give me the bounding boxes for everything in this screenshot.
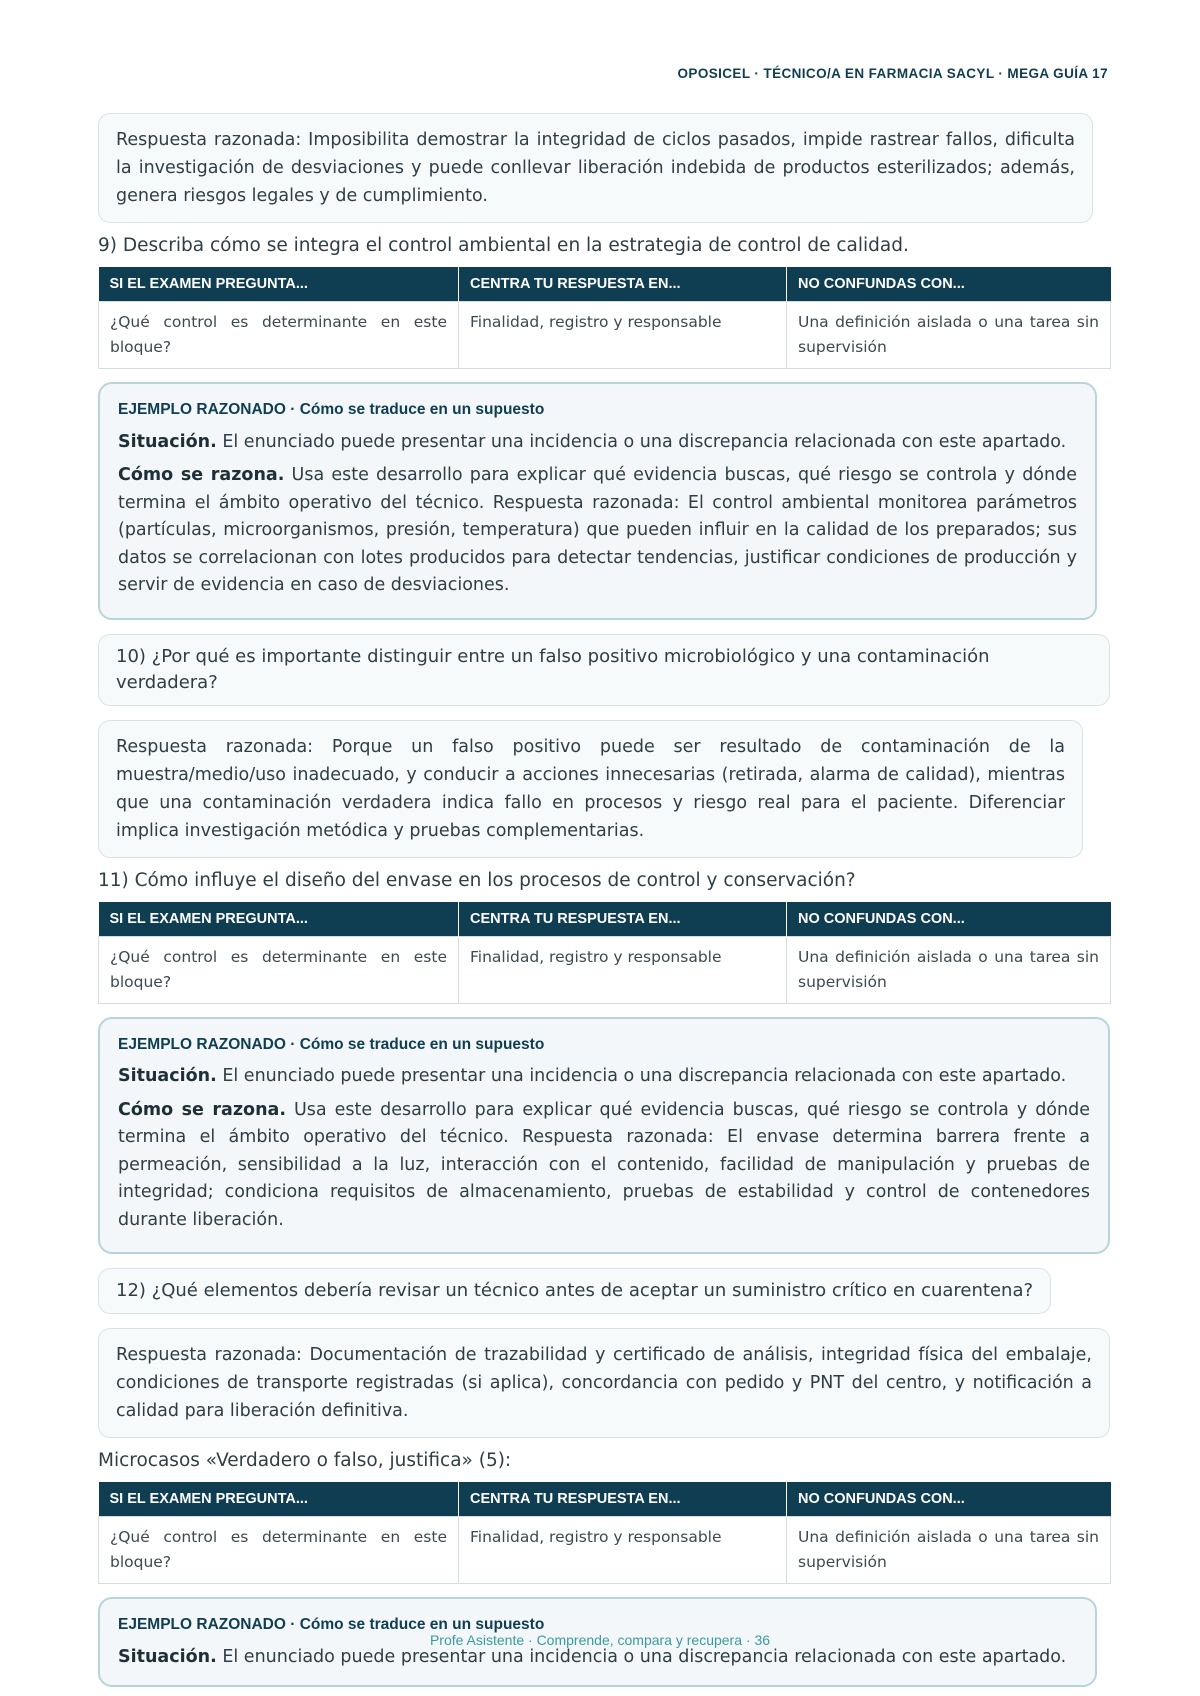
table-cell-centra: Finalidad, registro y responsable (459, 936, 787, 1003)
table-header-pregunta: SI EL EXAMEN PREGUNTA... (99, 267, 459, 302)
situacion-label: Situación. (118, 1646, 217, 1667)
razona-label: Cómo se razona. (118, 1099, 286, 1120)
example-box-11 (98, 1017, 1110, 1255)
exam-guide-table-microcasos (98, 1482, 1111, 1584)
exam-guide-table-9 (98, 267, 1111, 369)
razona-label: Cómo se razona. (118, 465, 285, 485)
example-heading: EJEMPLO RAZONADO · Cómo se traduce en un supuesto (118, 1035, 545, 1053)
razona-intro: Usa este desarrollo para explicar qué evidencia buscas, qué riesgo se controla y dónde termina el ámbito operativo del técnico. (118, 1099, 1090, 1147)
answer-box-8: Respuesta razonada: Imposibilita demostrar la integridad de ciclos pasados, impide rastrear fallos, dificulta la investigación de desviaciones y puede conllevar liberación indebida de productos esterilizados; además, genera riesgos legales y de cumplimiento. (98, 113, 1093, 223)
question-10-box: 10) ¿Por qué es importante distinguir entre un falso positivo microbiológico y una contaminación verdadera? (98, 634, 1110, 706)
table-header-pregunta: SI EL EXAMEN PREGUNTA... (99, 902, 459, 937)
table-cell-confundas: Una definición aislada o una tarea sin supervisión (787, 302, 1111, 369)
question-11-title: 11) Cómo influye el diseño del envase en los procesos de control y conservación? (98, 869, 856, 891)
razona-answer: Respuesta razonada: El control ambiental monitorea parámetros (partículas, microorganismos, presión, temperatura) que pueden influir en la calidad de los preparados; sus datos se correlacionan con lotes producidos para detectar tendencias, justificar condiciones de producción y servir de evidencia en caso de desviaciones. (118, 492, 1077, 595)
table-header-pregunta: SI EL EXAMEN PREGUNTA... (99, 1482, 459, 1517)
table-cell-pregunta: ¿Qué control es determinante en este bloque? (99, 1517, 459, 1584)
answer-box-10: Respuesta razonada: Porque un falso positivo puede ser resultado de contaminación de la muestra/medio/uso inadecuado, y conducir a acciones innecesarias (retirada, alarma de calidad), mientras que una contaminación verdadera indica fallo en procesos y riesgo real para el paciente. Diferenciar implica investigación metódica y pruebas complementarias. (98, 720, 1083, 858)
example-situacion (118, 429, 1077, 457)
example-heading: EJEMPLO RAZONADO · Cómo se traduce en un supuesto (118, 401, 545, 418)
table-header-centra: CENTRA TU RESPUESTA EN... (459, 1482, 787, 1517)
exam-guide-table-11 (98, 902, 1111, 1004)
situacion-label: Situación. (118, 431, 217, 452)
situacion-text: El enunciado puede presentar una incidencia o una discrepancia relacionada con este apartado. (222, 1066, 1067, 1086)
situacion-text: El enunciado puede presentar una incidencia o una discrepancia relacionada con este apartado. (222, 431, 1067, 452)
table-row (99, 1517, 1111, 1584)
example-box-9 (98, 382, 1097, 620)
example-razona (118, 1097, 1090, 1235)
table-header-centra: CENTRA TU RESPUESTA EN... (459, 902, 787, 937)
table-header-centra: CENTRA TU RESPUESTA EN... (459, 267, 787, 302)
situacion-label: Situación. (118, 1066, 217, 1086)
table-cell-pregunta: ¿Qué control es determinante en este bloque? (99, 302, 459, 369)
razona-answer: Respuesta razonada: El envase determina barrera frente a permeación, sensibilidad a la luz, interacción con el contenido, facilidad de manipulación y pruebas de integridad; condiciona requisitos de almacenamiento, pruebas de estabilidad y control de contenedores durante liberación. (118, 1127, 1090, 1230)
situacion-text: El enunciado puede presentar una incidencia o una discrepancia relacionada con este apartado. (222, 1646, 1067, 1667)
example-heading: EJEMPLO RAZONADO · Cómo se traduce en un supuesto (118, 1616, 545, 1633)
table-cell-centra: Finalidad, registro y responsable (459, 1517, 787, 1584)
question-12-box: 12) ¿Qué elementos debería revisar un técnico antes de aceptar un suministro crítico en cuarentena? (98, 1268, 1051, 1314)
page-content (98, 113, 1110, 1687)
example-situacion (118, 1063, 1090, 1091)
table-cell-centra: Finalidad, registro y responsable (459, 302, 787, 369)
page-header: OPOSICEL · TÉCNICO/A EN FARMACIA SACYL · MEGA GUÍA 17 (677, 66, 1108, 81)
table-header-confundas: NO CONFUNDAS CON... (787, 1482, 1111, 1517)
table-row (99, 936, 1111, 1003)
microcasos-title: Microcasos «Verdadero o falso, justifica» (5): (98, 1450, 512, 1471)
example-razona (118, 462, 1077, 600)
question-9-title: 9) Describa cómo se integra el control ambiental en la estrategia de control de calidad. (98, 235, 909, 256)
page-footer: Profe Asistente · Comprende, compara y recupera · 36 (429, 1632, 771, 1648)
table-header-confundas: NO CONFUNDAS CON... (787, 267, 1111, 302)
table-cell-confundas: Una definición aislada o una tarea sin supervisión (787, 936, 1111, 1003)
table-cell-confundas: Una definición aislada o una tarea sin supervisión (787, 1517, 1111, 1584)
answer-box-12: Respuesta razonada: Documentación de trazabilidad y certificado de análisis, integridad física del embalaje, condiciones de transporte registradas (si aplica), concordancia con pedido y PNT del centro, y notificación a calidad para liberación definitiva. (98, 1328, 1110, 1438)
table-header-confundas: NO CONFUNDAS CON... (787, 902, 1111, 937)
table-row (99, 302, 1111, 369)
razona-intro: Usa este desarrollo para explicar qué evidencia buscas, qué riesgo se controla y dónde termina el ámbito operativo del técnico. (118, 465, 1077, 513)
table-cell-pregunta: ¿Qué control es determinante en este bloque? (99, 936, 459, 1003)
